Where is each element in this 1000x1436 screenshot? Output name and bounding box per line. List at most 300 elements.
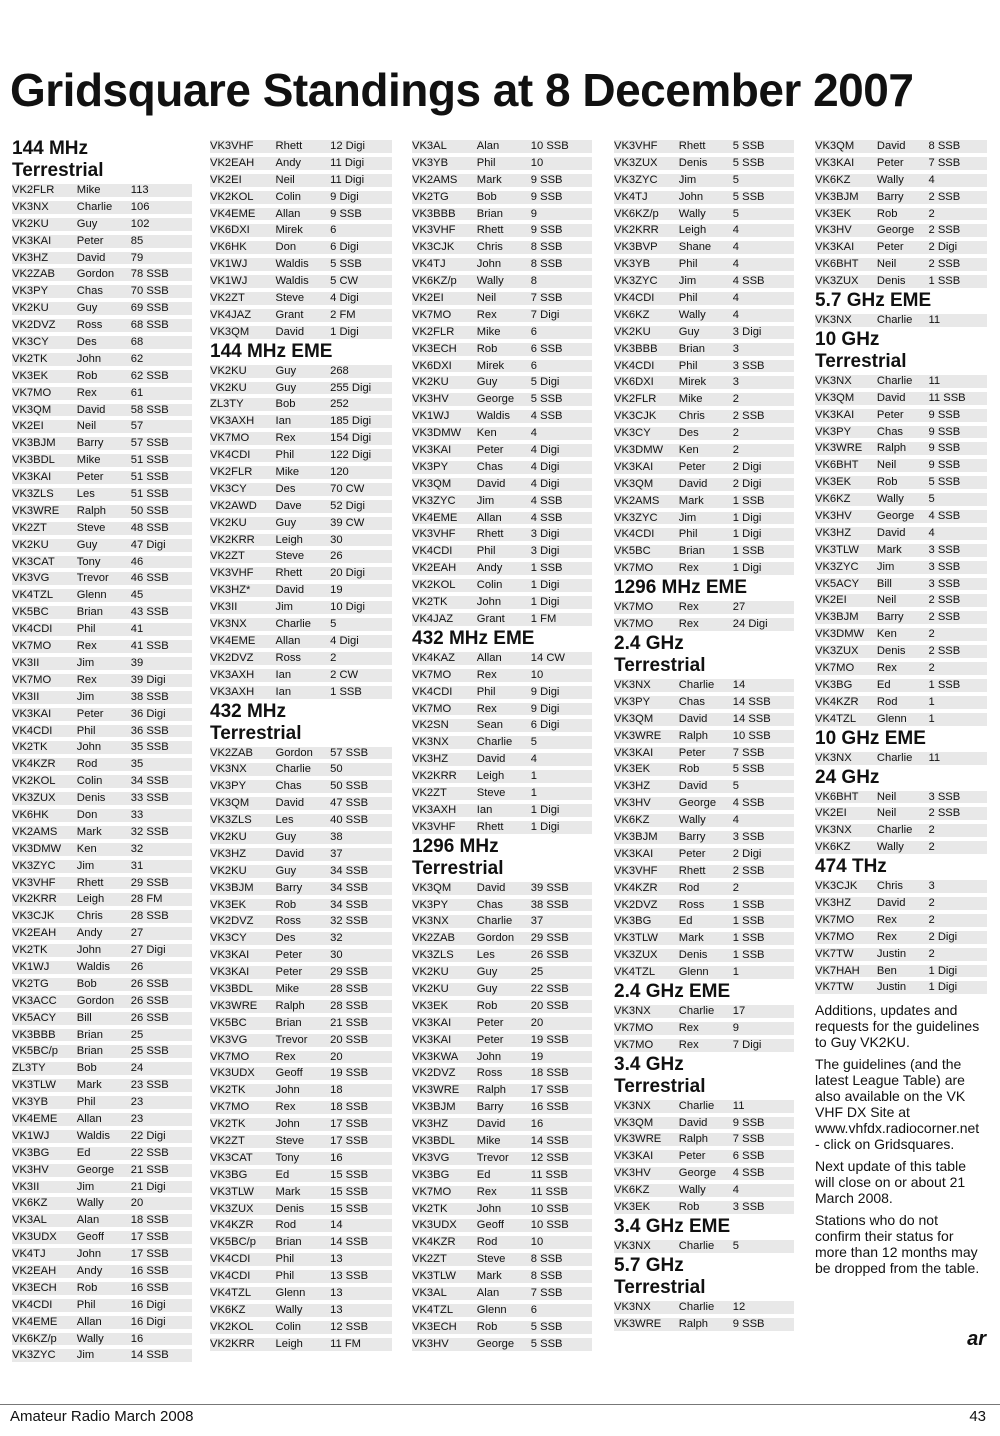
- standing-row: [412, 273, 592, 290]
- standing-row: [12, 689, 192, 706]
- operator-name: John: [476, 258, 502, 271]
- callsign: VK2EI: [815, 594, 847, 607]
- callsign: VK3ACC: [12, 994, 57, 1007]
- standing-row: [815, 222, 987, 239]
- callsign: VK3QM: [614, 712, 654, 725]
- callsign: VK7MO: [12, 640, 52, 653]
- square-count: 10: [530, 668, 544, 681]
- operator-name: Leigh: [275, 1337, 303, 1350]
- operator-name: Mark: [678, 494, 704, 507]
- square-count: 43 SSB: [130, 606, 169, 619]
- operator-name: Steve: [275, 1134, 305, 1147]
- callsign: VK2DVZ: [614, 898, 658, 911]
- callsign: VK7TW: [815, 947, 854, 960]
- note-paragraph: The guidelines (and the latest League Table) are also available on the VK VHF DX Site at www.vhfdx.radiocorner.net - click on Gridsquares.: [815, 1056, 980, 1153]
- square-count: 27 Digi: [130, 944, 166, 957]
- callsign: VK3KAI: [614, 1150, 654, 1163]
- standings-column-4: [614, 138, 794, 1333]
- square-count: 5 SSB: [530, 1320, 563, 1333]
- square-count: 11 FM: [330, 1337, 361, 1350]
- callsign: VK3KAI: [614, 460, 654, 473]
- callsign: VK3NX: [412, 915, 449, 928]
- operator-name: Sean: [476, 719, 503, 732]
- square-count: 4 SSB: [928, 510, 961, 523]
- operator-name: Glenn: [76, 589, 107, 602]
- square-count: 5 SSB: [732, 140, 765, 152]
- operator-name: Colin: [76, 775, 103, 788]
- operator-name: Chris: [678, 410, 705, 423]
- callsign: VK2KU: [210, 864, 247, 877]
- callsign: VK3CAT: [12, 555, 55, 568]
- callsign: VK4CDI: [412, 545, 453, 558]
- callsign: VK4KZR: [815, 695, 859, 708]
- standing-row: [210, 1217, 392, 1234]
- square-count: 23: [130, 1096, 144, 1109]
- standing-row: [412, 155, 592, 172]
- callsign: VK3WRE: [12, 504, 60, 517]
- operator-name: Andy: [76, 1265, 103, 1277]
- square-count: 7 SSB: [732, 1133, 765, 1146]
- operator-name: Wally: [678, 207, 706, 220]
- operator-name: Waldis: [76, 1129, 110, 1142]
- square-count: 5 SSB: [732, 763, 765, 776]
- standing-row: [210, 1302, 392, 1319]
- operator-name: Neil: [876, 790, 897, 803]
- callsign: VK3WRE: [614, 1133, 662, 1146]
- operator-name: David: [678, 477, 708, 490]
- square-count: 1 Digi: [530, 596, 560, 609]
- operator-name: Jim: [876, 560, 895, 573]
- callsign: VK4EME: [210, 207, 256, 220]
- square-count: 3 SSB: [732, 359, 765, 372]
- callsign: VK3EK: [614, 1200, 651, 1213]
- standing-row: [12, 520, 192, 537]
- operator-name: Jim: [678, 275, 697, 288]
- standing-row: [12, 1297, 192, 1314]
- callsign: VK3HZ: [210, 847, 247, 860]
- standing-row: [815, 694, 987, 711]
- operator-name: John: [275, 1084, 300, 1097]
- callsign: VK4CDI: [210, 449, 251, 462]
- square-count: 21 Digi: [130, 1180, 166, 1193]
- operator-name: Andy: [275, 156, 302, 169]
- callsign: VK7MO: [614, 618, 654, 631]
- callsign: VK2KU: [12, 538, 49, 551]
- band-heading: 3.4 GHz: [614, 1053, 684, 1075]
- operator-name: Mike: [476, 1134, 501, 1147]
- standing-row: [614, 745, 794, 762]
- callsign: VK3BJM: [815, 190, 859, 203]
- operator-name: Phil: [678, 292, 698, 305]
- callsign: VK6HK: [210, 241, 247, 254]
- square-count: 26: [330, 550, 343, 563]
- operator-name: Chas: [275, 780, 302, 793]
- band-heading: 432 MHz EME: [412, 627, 535, 649]
- standing-row: [614, 728, 794, 745]
- operator-name: Charlie: [476, 915, 513, 928]
- standing-row: [614, 1299, 794, 1316]
- square-count: 26: [130, 960, 144, 973]
- standing-row: [12, 1212, 192, 1229]
- square-count: 1 SSB: [732, 494, 765, 507]
- square-count: 26 SSB: [530, 949, 569, 962]
- operator-name: Rob: [476, 1320, 498, 1333]
- callsign: VK2DVZ: [210, 915, 254, 928]
- square-count: 1 Digi: [330, 325, 359, 338]
- standing-row: [614, 493, 794, 510]
- operator-name: Rex: [275, 432, 296, 445]
- callsign: VK2KU: [412, 376, 449, 389]
- operator-name: Barry: [678, 830, 706, 843]
- standing-row: [12, 959, 192, 976]
- callsign: VK5BC/p: [210, 1236, 257, 1249]
- operator-name: Rex: [76, 640, 97, 653]
- square-count: 38 SSB: [130, 690, 169, 703]
- operator-name: Guy: [76, 538, 98, 551]
- square-count: 2: [928, 913, 935, 926]
- square-count: 37: [330, 847, 343, 860]
- square-count: 11: [928, 314, 941, 327]
- callsign: VK3HZ: [614, 780, 651, 793]
- operator-name: Trevor: [476, 1151, 509, 1164]
- standing-row: [412, 998, 592, 1015]
- callsign: VK2FLR: [614, 393, 657, 406]
- callsign: VK3KAI: [815, 241, 855, 254]
- callsign: VK1WJ: [210, 275, 248, 288]
- callsign: VK3AXH: [412, 803, 457, 816]
- square-count: 4: [732, 308, 740, 321]
- band-heading: Terrestrial: [614, 1075, 706, 1097]
- callsign: VK3NX: [815, 751, 852, 764]
- band-heading: 5.7 GHz: [614, 1254, 684, 1276]
- standing-row: [12, 1027, 192, 1044]
- operator-name: Des: [678, 427, 699, 440]
- callsign: VK3KAI: [412, 1033, 452, 1046]
- square-count: 10 SSB: [530, 1219, 569, 1232]
- operator-name: Wally: [275, 1303, 303, 1316]
- operator-name: Neil: [476, 292, 497, 305]
- square-count: 5 Digi: [530, 376, 560, 389]
- operator-name: Rex: [275, 1050, 296, 1063]
- standing-row: [210, 256, 392, 273]
- square-count: 12: [732, 1300, 746, 1313]
- footer-rule: [0, 1404, 1000, 1405]
- square-count: 51 SSB: [130, 454, 169, 467]
- standing-row: [12, 1280, 192, 1297]
- square-count: 8 SSB: [530, 258, 563, 271]
- square-count: 34 SSB: [330, 898, 369, 911]
- callsign: VK2TK: [412, 596, 448, 609]
- standing-row: [12, 723, 192, 740]
- callsign: VK6BHT: [815, 459, 859, 472]
- callsign: VK2ZT: [210, 550, 245, 563]
- callsign: VK3QM: [12, 403, 52, 416]
- square-count: 61: [130, 386, 144, 399]
- square-count: 36 SSB: [130, 724, 169, 737]
- standing-row: [12, 587, 192, 604]
- callsign: VK2AWD: [210, 499, 257, 512]
- operator-name: Glenn: [678, 966, 709, 979]
- callsign: VK4EME: [12, 1315, 58, 1328]
- callsign: VK2TK: [12, 944, 48, 957]
- square-count: 19 SSB: [330, 1067, 369, 1080]
- square-count: 52 Digi: [330, 499, 365, 512]
- standing-row: [210, 1234, 392, 1251]
- square-count: 4: [530, 753, 538, 766]
- standing-row: [815, 878, 987, 895]
- square-count: 4 Digi: [530, 460, 560, 473]
- standing-row: [815, 576, 987, 593]
- operator-name: Glenn: [876, 712, 907, 725]
- standing-row: [815, 390, 987, 407]
- standing-row: [815, 256, 987, 273]
- callsign: VK2KU: [12, 302, 49, 315]
- operator-name: Geoff: [275, 1067, 303, 1080]
- callsign: VK3PY: [614, 695, 651, 708]
- operator-name: Peter: [476, 1033, 504, 1046]
- square-count: 2 SSB: [928, 594, 961, 607]
- operator-name: Gordon: [76, 268, 115, 281]
- callsign: VK3EK: [12, 369, 49, 382]
- square-count: 4 SSB: [530, 494, 563, 507]
- square-count: 4: [928, 173, 935, 186]
- standing-row: [12, 790, 192, 807]
- square-count: 16 SSB: [530, 1101, 569, 1114]
- band-heading: 24 GHz: [815, 766, 880, 788]
- square-count: 2 SSB: [928, 224, 961, 237]
- operator-name: Wally: [678, 814, 706, 827]
- operator-name: Barry: [76, 437, 104, 450]
- callsign: VK3BG: [614, 915, 652, 928]
- standing-row: [12, 300, 192, 317]
- standing-row: [210, 778, 392, 795]
- callsign: VK4CDI: [12, 1298, 53, 1311]
- square-count: 2: [732, 444, 740, 457]
- standing-row: [210, 565, 392, 582]
- standing-row: [412, 307, 592, 324]
- square-count: 10 Digi: [330, 601, 365, 614]
- standing-row: [412, 560, 592, 577]
- callsign: VK2KOL: [412, 579, 456, 592]
- callsign: VK3BJM: [614, 830, 658, 843]
- callsign: VK3NX: [614, 1300, 651, 1313]
- callsign: VK4EME: [210, 634, 256, 647]
- operator-name: Charlie: [678, 678, 715, 691]
- callsign: VK3BJM: [412, 1101, 456, 1114]
- square-count: 25: [130, 1028, 144, 1041]
- operator-name: Rhett: [275, 567, 303, 580]
- standing-row: [12, 1060, 192, 1077]
- operator-name: Chas: [76, 285, 103, 298]
- square-count: 20: [130, 1197, 144, 1210]
- callsign: VK3AL: [12, 1214, 47, 1227]
- standing-row: [815, 542, 987, 559]
- square-count: 16 SSB: [130, 1281, 169, 1294]
- square-count: 2 Digi: [928, 241, 958, 254]
- standing-row: [210, 155, 392, 172]
- operator-name: Rex: [876, 930, 897, 943]
- square-count: 3 SSB: [732, 1200, 765, 1213]
- operator-name: Ken: [678, 444, 699, 457]
- square-count: 1 Digi: [928, 981, 958, 994]
- operator-name: Barry: [876, 190, 904, 203]
- square-count: 17: [732, 1004, 746, 1017]
- standing-row: [614, 425, 794, 442]
- operator-name: Mike: [476, 325, 501, 338]
- standing-row: [412, 964, 592, 981]
- standing-row: [412, 172, 592, 189]
- callsign: VK4EME: [412, 511, 458, 524]
- standing-row: [614, 880, 794, 897]
- standing-row: [815, 491, 987, 508]
- square-count: 2 CW: [330, 668, 359, 681]
- operator-name: Rob: [876, 476, 898, 489]
- standing-row: [210, 363, 392, 380]
- standing-row: [614, 391, 794, 408]
- operator-name: Colin: [275, 190, 302, 203]
- standing-row: [12, 537, 192, 554]
- square-count: 4 SSB: [530, 511, 563, 524]
- standing-row: [210, 913, 392, 930]
- callsign: VK4EME: [12, 1112, 58, 1125]
- callsign: VK3ZYC: [614, 275, 658, 288]
- square-count: 6 SSB: [732, 1150, 765, 1163]
- square-count: 27: [732, 601, 746, 614]
- square-count: 31: [130, 859, 144, 872]
- callsign: VK2ZT: [412, 786, 447, 799]
- square-count: 25 SSB: [130, 1045, 169, 1058]
- operator-name: Steve: [476, 786, 506, 799]
- operator-name: Waldis: [275, 275, 309, 288]
- callsign: VK6KZ/p: [412, 275, 457, 288]
- standing-row: [412, 650, 592, 667]
- square-count: 2: [732, 881, 740, 894]
- operator-name: Rex: [678, 1038, 699, 1051]
- standing-row: [210, 1150, 392, 1167]
- amateur-radio-logo: ar: [967, 1328, 986, 1350]
- square-count: 12 Digi: [330, 140, 365, 152]
- operator-name: Waldis: [476, 410, 510, 423]
- standing-row: [210, 1167, 392, 1184]
- square-count: 36 Digi: [130, 707, 166, 720]
- standing-row: [614, 206, 794, 223]
- square-count: 57 SSB: [130, 437, 169, 450]
- callsign: VK4CDI: [614, 528, 655, 541]
- standing-row: [412, 391, 592, 408]
- standings-column-1: [12, 138, 192, 1364]
- standing-row: [412, 341, 592, 358]
- square-count: 5: [732, 1239, 740, 1252]
- callsign: VK3ZYC: [12, 859, 56, 872]
- square-count: 252: [330, 398, 349, 411]
- square-count: 1 Digi: [530, 579, 560, 592]
- callsign: VK3KAI: [614, 847, 654, 860]
- callsign: VK5BC: [614, 545, 651, 558]
- standing-row: [210, 189, 392, 206]
- callsign: VK3ZYC: [12, 1349, 56, 1362]
- square-count: 1 SSB: [732, 545, 765, 558]
- operator-name: John: [76, 352, 102, 365]
- square-count: 13 SSB: [330, 1270, 369, 1283]
- operator-name: Bob: [476, 190, 497, 203]
- operator-name: Phil: [76, 1096, 96, 1109]
- callsign: VK3HZ: [12, 251, 49, 264]
- square-count: 22 SSB: [130, 1146, 169, 1159]
- standing-row: [210, 515, 392, 532]
- square-count: 14 SSB: [530, 1134, 569, 1147]
- operator-name: Chas: [876, 425, 904, 438]
- square-count: 24 Digi: [732, 618, 768, 631]
- standing-row: [412, 1268, 592, 1285]
- callsign: VK3PY: [412, 460, 449, 473]
- operator-name: Peter: [678, 460, 706, 473]
- operator-name: Wally: [876, 493, 904, 506]
- callsign: VK3AL: [412, 1287, 447, 1299]
- callsign: VK3II: [12, 1180, 40, 1193]
- standing-row: [210, 1082, 392, 1099]
- standing-row: [614, 442, 794, 459]
- square-count: 1 SSB: [732, 932, 765, 945]
- callsign: VK6KZ/p: [614, 207, 659, 220]
- standing-row: [12, 604, 192, 621]
- operator-name: Colin: [275, 1320, 302, 1333]
- callsign: VK3CJK: [12, 910, 55, 923]
- callsign: VK3AXH: [210, 415, 255, 428]
- square-count: 1 Digi: [732, 528, 762, 541]
- square-count: 39 SSB: [530, 881, 569, 894]
- standing-row: [815, 711, 987, 728]
- standing-row: [815, 660, 987, 677]
- callsign: VK4KZR: [12, 758, 56, 771]
- standing-row: [210, 761, 392, 778]
- operator-name: Ralph: [678, 1133, 709, 1146]
- callsign: VK6KZ: [614, 1184, 650, 1197]
- square-count: 10 SSB: [732, 729, 771, 742]
- standing-row: [210, 172, 392, 189]
- callsign: VK6DXI: [614, 376, 654, 389]
- band-heading: 1296 MHz: [412, 835, 499, 857]
- standing-row: [12, 638, 192, 655]
- square-count: 7 SSB: [530, 1287, 563, 1299]
- square-count: 4 SSB: [530, 410, 563, 423]
- callsign: VK3EK: [210, 898, 247, 911]
- operator-name: Charlie: [476, 736, 513, 749]
- operator-name: David: [275, 325, 305, 338]
- standing-row: [815, 508, 987, 525]
- standing-row: [412, 802, 592, 819]
- operator-name: John: [76, 944, 102, 957]
- callsign: VK1WJ: [412, 410, 450, 423]
- operator-name: Charlie: [876, 374, 913, 387]
- operator-name: Leigh: [678, 224, 707, 237]
- callsign: VK3HZ: [815, 896, 852, 909]
- callsign: VK3BBB: [12, 1028, 56, 1041]
- operator-name: Geoff: [76, 1231, 104, 1244]
- standing-row: [614, 358, 794, 375]
- operator-name: Gordon: [476, 932, 515, 945]
- standing-row: [412, 667, 592, 684]
- standing-row: [412, 768, 592, 785]
- operator-name: Mirek: [275, 224, 303, 237]
- callsign: VK2KRR: [614, 224, 659, 237]
- operator-name: Allan: [275, 634, 301, 647]
- callsign: VK4KAZ: [412, 651, 455, 664]
- standing-row: [614, 510, 794, 527]
- standing-row: [12, 1347, 192, 1364]
- callsign: VK3KWA: [412, 1050, 459, 1063]
- standing-row: [614, 829, 794, 846]
- square-count: 1: [732, 966, 740, 979]
